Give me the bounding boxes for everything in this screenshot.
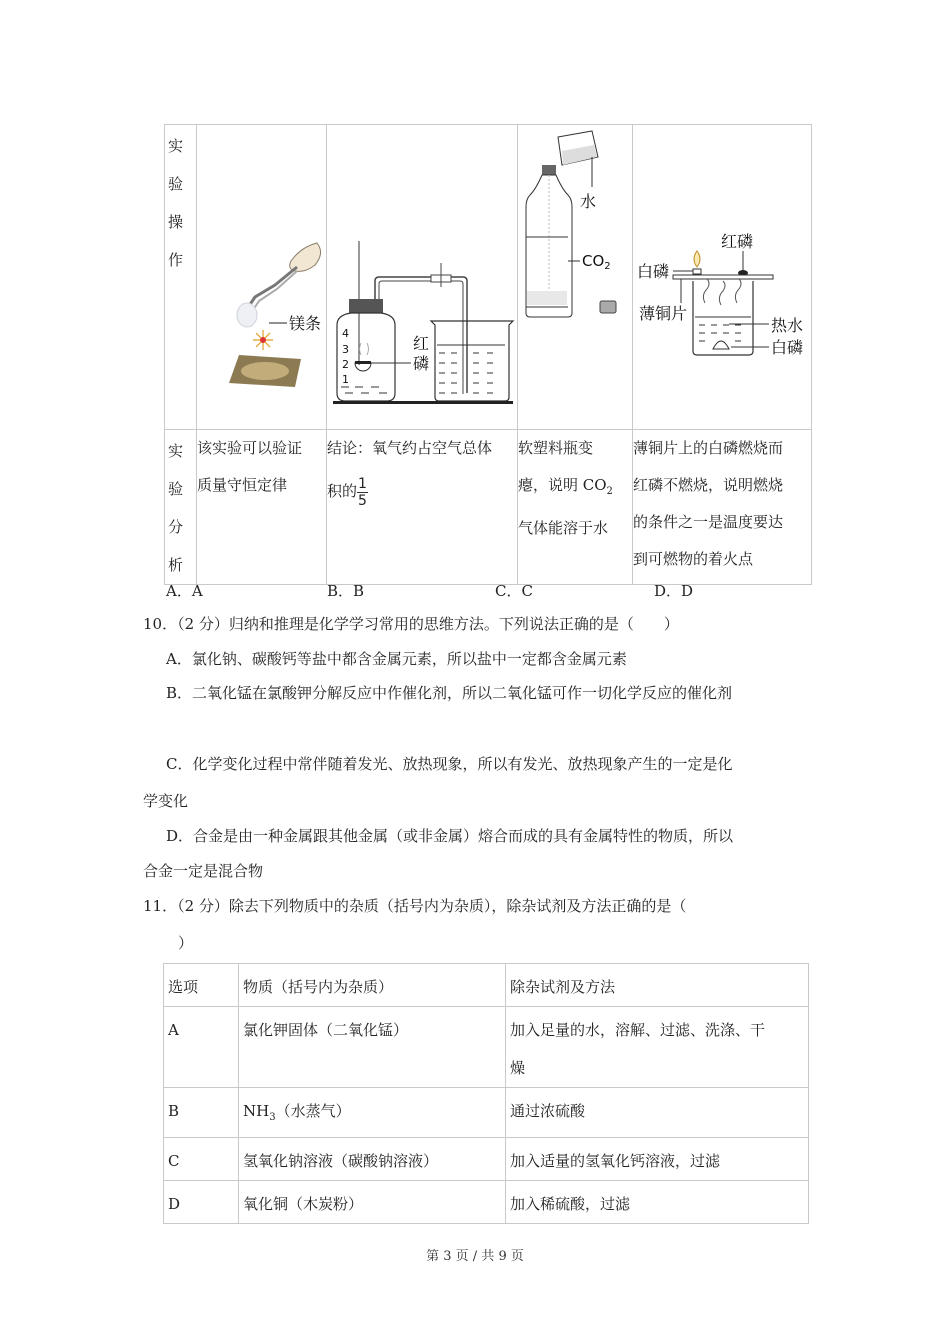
hand-icon (290, 243, 321, 271)
label-char: 操 (168, 213, 184, 231)
jar-water (341, 387, 387, 393)
q10-option-d-line1[interactable]: D．合金是由一种金属跟其他金属（或非金属）熔合而成的具有金属特性的物质，所以 (166, 827, 734, 845)
bottle-cap-icon (542, 165, 556, 175)
fraction (357, 476, 368, 509)
spoon-icon (355, 363, 371, 371)
combustion-figure (633, 125, 811, 425)
q9-choice-a[interactable]: A．A (166, 582, 203, 600)
label-char: 验 (168, 175, 184, 193)
label-red-p-1: 红 (413, 334, 430, 353)
magnesium-burning-figure (197, 125, 326, 425)
analysis-d-line: 到可燃物的着火点 (633, 550, 754, 568)
label-char: 验 (168, 480, 184, 498)
subscript: 2 (606, 486, 613, 497)
header-option: 选项 (164, 964, 239, 1007)
header-method: 除杂试剂及方法 (506, 964, 809, 1007)
analysis-c-line: 气体能溶于水 (518, 519, 609, 537)
q9-choice-d[interactable]: D．D (654, 582, 694, 600)
figure-c-cell (518, 125, 633, 430)
analysis-d-line: 薄铜片上的白磷燃烧而 (633, 439, 784, 457)
label-char: 实 (168, 137, 184, 155)
row-method (506, 1181, 809, 1224)
q10-option-a[interactable]: A．氯化钠、碳酸钙等盐中都含金属元素，所以盐中一定都含金属元素 (166, 650, 627, 668)
method-line: 加入适量的氢氧化钙溶液，过滤 (510, 1152, 721, 1170)
label-white-phosphorus-top: 白磷 (637, 262, 670, 281)
analysis-c-line: 软塑料瓶变 (518, 439, 594, 457)
row-method (506, 1138, 809, 1181)
analysis-a-line: 该实验可以验证 (197, 439, 303, 457)
impurity-text: （水蒸气） (275, 1102, 351, 1120)
analysis-a-line: 质量守恒定律 (197, 476, 288, 494)
label-copper-sheet: 薄铜片 (639, 304, 688, 323)
table-row[interactable] (164, 1007, 809, 1088)
q10-option-c-line1[interactable]: C．化学变化过程中常伴随着发光、放热现象，所以有发光、放热现象产生的一定是化 (166, 755, 733, 773)
beaker-icon (693, 281, 753, 355)
figure-d-cell (633, 125, 812, 430)
row-substance: 氯化钾固体（二氧化锰） (239, 1007, 506, 1088)
analysis-c (518, 430, 633, 585)
base-plate (333, 401, 513, 404)
row-option: A (164, 1007, 239, 1088)
method-line: 通过浓硫酸 (510, 1102, 586, 1120)
label-white-phosphorus-bottom: 白磷 (771, 338, 804, 357)
analysis-b (327, 430, 518, 585)
copper-sheet-icon (673, 275, 773, 279)
label-hot-water: 热水 (771, 316, 804, 335)
label-red-p-2: 磷 (413, 354, 430, 373)
q10-stem: 10．（2 分）归纳和推理是化学学习常用的思维方法。下列说法正确的是（ ） (143, 615, 679, 633)
fraction-denominator: 5 (358, 492, 367, 509)
row-option: B (164, 1088, 239, 1138)
table-row[interactable] (164, 1138, 809, 1181)
operation-row (165, 125, 812, 430)
label-char: 分 (168, 518, 184, 536)
row-label-analysis (165, 430, 197, 585)
oxygen-measurement-figure (327, 125, 517, 425)
label-co2: $CO_2$ (582, 252, 611, 272)
subscript: 3 (269, 1112, 276, 1123)
row-label-operation (165, 125, 197, 430)
smoke-icon (237, 303, 257, 327)
label-magnesium: 镁条 (289, 314, 322, 333)
figure-a-cell (197, 125, 327, 430)
q10-option-b[interactable]: B．二氧化锰在氯酸钾分解反应中作催化剂，所以二氧化锰可作一切化学反应的催化剂 (166, 684, 733, 702)
label-char: 析 (168, 556, 184, 574)
figure-b-cell (327, 125, 518, 430)
method-line: 加入稀硫酸，过滤 (510, 1195, 631, 1213)
beaker-water (437, 345, 505, 393)
analysis-b-text: 积的 (327, 482, 358, 500)
scale-4: 4 (342, 327, 349, 340)
co2-bottle-figure (518, 125, 632, 425)
row-substance (239, 1088, 506, 1138)
flame-icon (694, 251, 700, 267)
analysis-c-text: 瘪，说明 CO (518, 476, 607, 494)
analysis-b-line (327, 473, 517, 510)
fraction-numerator: 1 (358, 475, 367, 492)
method-line: 燥 (510, 1059, 526, 1077)
q9-choice-b[interactable]: B．B (327, 582, 365, 600)
white-phosphorus-icon (713, 341, 729, 349)
beaker-icon (431, 321, 513, 401)
analysis-row (165, 430, 812, 585)
experiment-table (164, 124, 812, 585)
row-method (506, 1088, 809, 1138)
table-row[interactable] (164, 1088, 809, 1138)
table-row[interactable] (164, 1181, 809, 1224)
analysis-d-line: 的条件之一是温度要达 (633, 513, 784, 531)
q11-stem: 11．（2 分）除去下列物质中的杂质（括号内为杂质），除杂试剂及方法正确的是（ (143, 897, 687, 915)
row-option: D (164, 1181, 239, 1224)
formula-text: NH (243, 1102, 270, 1120)
cap-icon (600, 301, 616, 313)
row-substance: 氧化铜（木炭粉） (239, 1181, 506, 1224)
q10-option-d-line2[interactable]: 合金一定是混合物 (143, 862, 264, 880)
scale-3: 3 (342, 343, 349, 356)
stopper-icon (349, 299, 383, 313)
analysis-c-line (518, 467, 632, 510)
jar-scale (342, 327, 349, 386)
q10-option-c-line2[interactable]: 学变化 (143, 792, 189, 810)
scale-2: 2 (342, 358, 349, 371)
analysis-d-line: 红磷不燃烧，说明燃烧 (633, 476, 784, 494)
label-char: 实 (168, 442, 184, 460)
method-line: 加入足量的水，溶解、过滤、洗涤、干 (510, 1021, 766, 1039)
analysis-b-line: 结论：氧气约占空气总体 (327, 439, 493, 457)
scale-1: 1 (342, 373, 349, 386)
impurity-table (163, 963, 809, 1224)
row-substance: 氢氧化钠溶液（碳酸钠溶液） (239, 1138, 506, 1181)
analysis-d (633, 430, 812, 585)
row-option: C (164, 1138, 239, 1181)
label-water: 水 (580, 192, 597, 211)
row-method (506, 1007, 809, 1088)
q11-stem-end: ） (178, 934, 194, 952)
page-footer: 第 3 页 / 共 9 页 (426, 1249, 524, 1264)
header-substance: 物质（括号内为杂质） (239, 964, 506, 1007)
analysis-a (197, 430, 327, 585)
hot-water (695, 317, 751, 341)
label-red-phosphorus: 红磷 (721, 232, 754, 251)
table-header-row (164, 964, 809, 1007)
q9-choice-c[interactable]: C．C (495, 582, 533, 600)
label-char: 作 (168, 251, 184, 269)
